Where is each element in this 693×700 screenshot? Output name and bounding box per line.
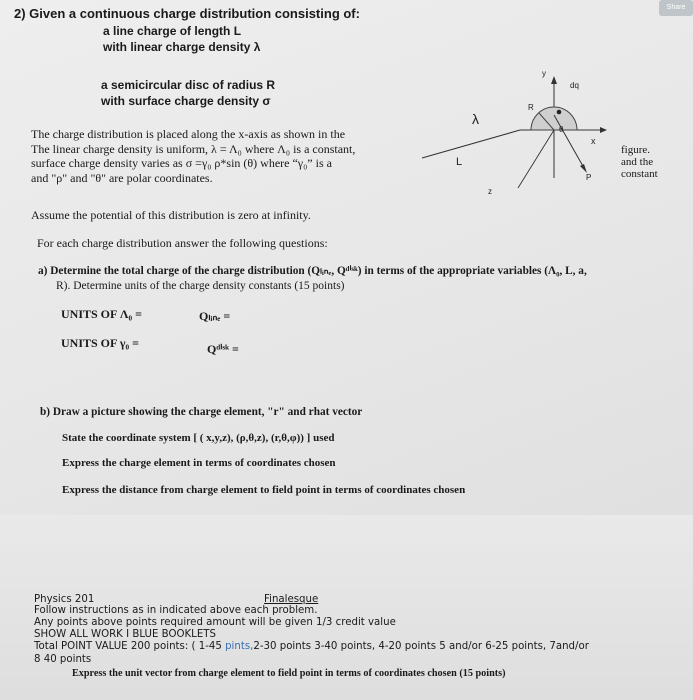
figure-note-line-1: figure. <box>621 144 651 156</box>
intro-line-1: The charge distribution is placed along the x-axis as shown in the <box>31 127 346 141</box>
footer-line-5: 8 40 points <box>34 654 92 665</box>
y-axis-arrow-icon <box>551 76 557 84</box>
part-b-line-4: Express the distance from charge element to field point in terms of coordinates chosen <box>62 484 466 496</box>
units-lambda-label: UNITS OF Λ₀ = <box>61 307 142 321</box>
field-vector-arrow-icon <box>580 164 587 173</box>
footer-line-1: Follow instructions as in indicated above each problem. <box>34 605 318 616</box>
intro-line-3: surface charge density varies as σ =γ₀ ρ*sin (θ) where “γ₀” is a <box>31 156 332 170</box>
diagram-R-label: R <box>528 103 534 112</box>
figure-note-line-3: constant <box>621 168 658 180</box>
footer-line-4-start: Total POINT VALUE 200 points: ( 1-45 <box>34 641 226 652</box>
diagram-x-label: x <box>591 136 596 146</box>
assume-statement: Assume the potential of this distribution is zero at infinity. <box>31 208 311 222</box>
intro-paragraph <box>31 127 355 185</box>
figure-note-line-2: and the <box>621 156 654 168</box>
diagram-y-label: y <box>542 69 546 78</box>
part-b-line-3: Express the charge element in terms of coordinates chosen <box>62 457 336 469</box>
z-axis <box>518 130 554 188</box>
line-charge-label: a line charge of length L <box>103 24 242 38</box>
share-button[interactable]: Share <box>659 0 693 16</box>
units-gamma-label: UNITS OF γ₀ = <box>61 336 139 350</box>
footer-line-4 <box>34 641 589 652</box>
diagram-L-label: L <box>456 156 463 168</box>
course-label: Physics 201 <box>34 594 95 605</box>
figure-note <box>621 144 658 180</box>
exam-title: Finalesque <box>264 594 319 605</box>
diagram-dq-label: dq <box>570 81 579 90</box>
surface-density-label: with surface charge density σ <box>101 94 271 108</box>
unit-vector-instruction: Express the unit vector from charge element to field point in terms of coordinates chosen (15 points) <box>72 668 506 679</box>
semicircular-disc <box>531 107 577 130</box>
linear-density-label: with linear charge density λ <box>103 40 261 54</box>
line-charge <box>422 130 520 158</box>
diagram-z-label: z <box>488 187 492 196</box>
disc-label: a semicircular disc of radius R <box>101 78 276 92</box>
intro-line-4: and "ρ" and "θ" are polar coordinates. <box>31 170 213 185</box>
part-a-line-2: R). Determine units of the charge density constants (15 points) <box>56 280 345 292</box>
diagram-lambda-label: λ <box>472 111 479 127</box>
footer-line-2: Any points above points required amount will be given 1/3 credit value <box>34 617 396 628</box>
dq-element-icon <box>557 110 562 115</box>
diagram-P-label: P <box>586 173 592 182</box>
footer-line-4-end: 2-30 points 3-40 points, 4-20 points 5 and/or 6-25 points, 7and/or <box>253 641 589 652</box>
q-line-label: Qₗᵢₙₑ = <box>199 309 231 323</box>
intro-line-2: The linear charge density is uniform, λ = Λ₀ where Λ₀ is a constant, <box>31 141 356 156</box>
q-disk-label: Qᵈⁱˢᵏ = <box>207 342 239 356</box>
part-b-line-2: State the coordinate system [ ( x,y,z), (ρ,θ,z), (r,θ,φ)) ] used <box>62 432 335 444</box>
charge-distribution-diagram <box>414 60 614 200</box>
for-each-statement: For each charge distribution answer the following questions: <box>37 236 328 250</box>
question-heading: 2) Given a continuous charge distribution consisting of: <box>14 6 360 21</box>
diagram-theta-label: θ <box>559 125 564 134</box>
part-b-line-1: b) Draw a picture showing the charge element, "r" and rhat vector <box>40 406 363 418</box>
x-axis-arrow-icon <box>600 127 607 133</box>
footer-line-3: SHOW ALL WORK I BLUE BOOKLETS <box>34 629 216 640</box>
part-a-line-1: a) Determine the total charge of the charge distribution (Qₗᵢₙₑ, Qᵈⁱˢᵏ) in terms of the appropriate variables (Λ₀, L, a, <box>38 265 587 277</box>
footer-line-4-pints: pints, <box>225 641 254 652</box>
